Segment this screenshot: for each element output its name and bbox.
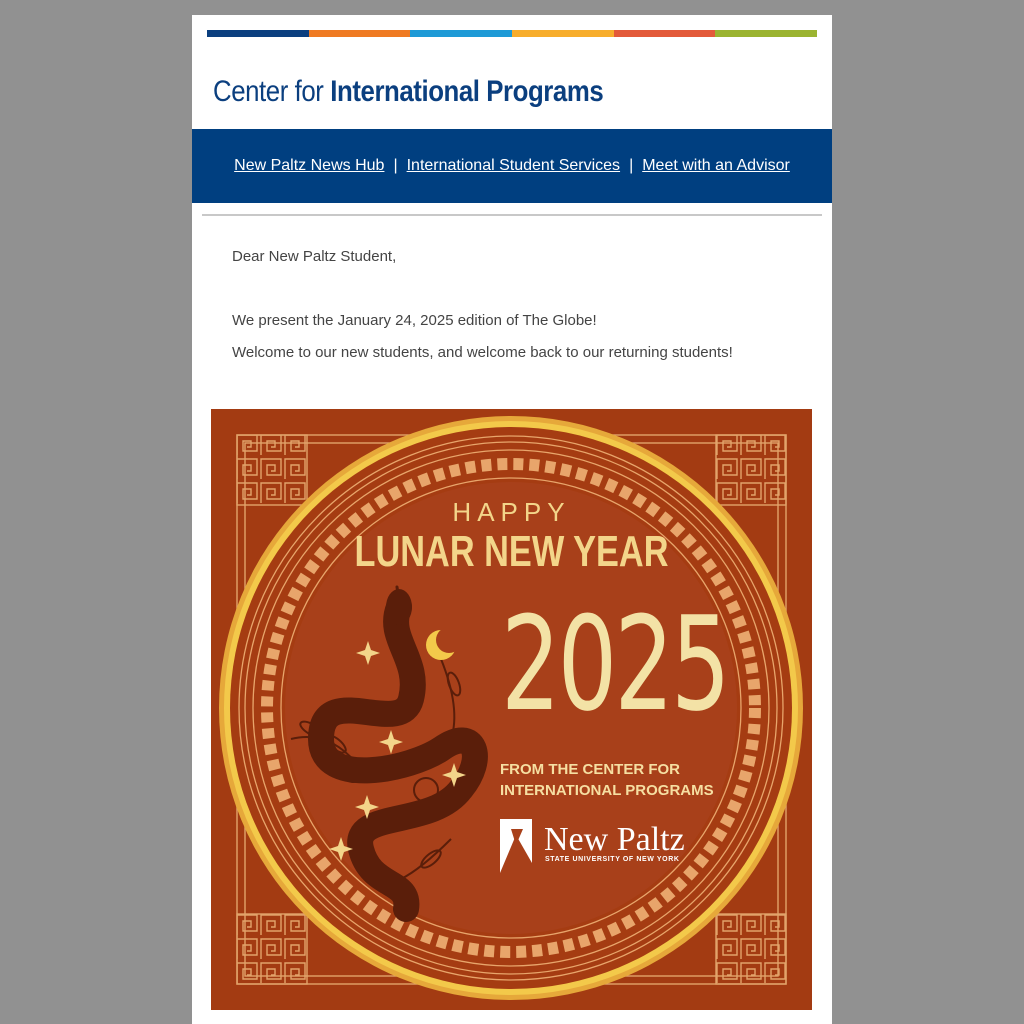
stripe-segment: [410, 30, 512, 37]
nav-link-meet-advisor[interactable]: Meet with an Advisor: [642, 157, 790, 174]
banner-year-text: 2025: [501, 588, 728, 740]
edition-text: We present the January 24, 2025 edition of The Globe!: [232, 312, 597, 329]
banner-university-sub: STATE UNIVERSITY OF NEW YORK: [545, 856, 680, 863]
color-stripe: [207, 30, 817, 37]
logo-bold-text: International Programs: [330, 75, 604, 108]
stripe-segment: [309, 30, 411, 37]
lunar-new-year-banner[interactable]: [211, 409, 812, 1010]
divider: [202, 214, 822, 216]
banner-from-line2: INTERNATIONAL PROGRAMS: [500, 782, 714, 799]
welcome-text: Welcome to our new students, and welcome back to our returning students!: [232, 344, 733, 361]
nav-separator: |: [629, 157, 634, 174]
greeting-text: Dear New Paltz Student,: [232, 248, 397, 265]
nav-bar: [192, 129, 832, 203]
nav-link-student-services[interactable]: International Student Services: [406, 157, 621, 174]
email-container: [192, 15, 832, 1024]
nav-link-news-hub[interactable]: New Paltz News Hub: [234, 157, 385, 174]
logo-light-text: Center for: [213, 75, 324, 108]
stripe-segment: [715, 30, 817, 37]
cip-logo: [213, 75, 603, 115]
banner-from-line1: FROM THE CENTER FOR: [500, 761, 680, 778]
banner-lunar-new-year-text: LUNAR NEW YEAR: [354, 527, 669, 576]
nav-separator: |: [393, 157, 398, 174]
banner-from-text: [500, 759, 760, 801]
banner-university-name: New Paltz: [544, 821, 685, 858]
banner-happy-text: HAPPY: [452, 497, 571, 527]
stripe-segment: [614, 30, 716, 37]
stripe-segment: [512, 30, 614, 37]
stripe-segment: [207, 30, 309, 37]
